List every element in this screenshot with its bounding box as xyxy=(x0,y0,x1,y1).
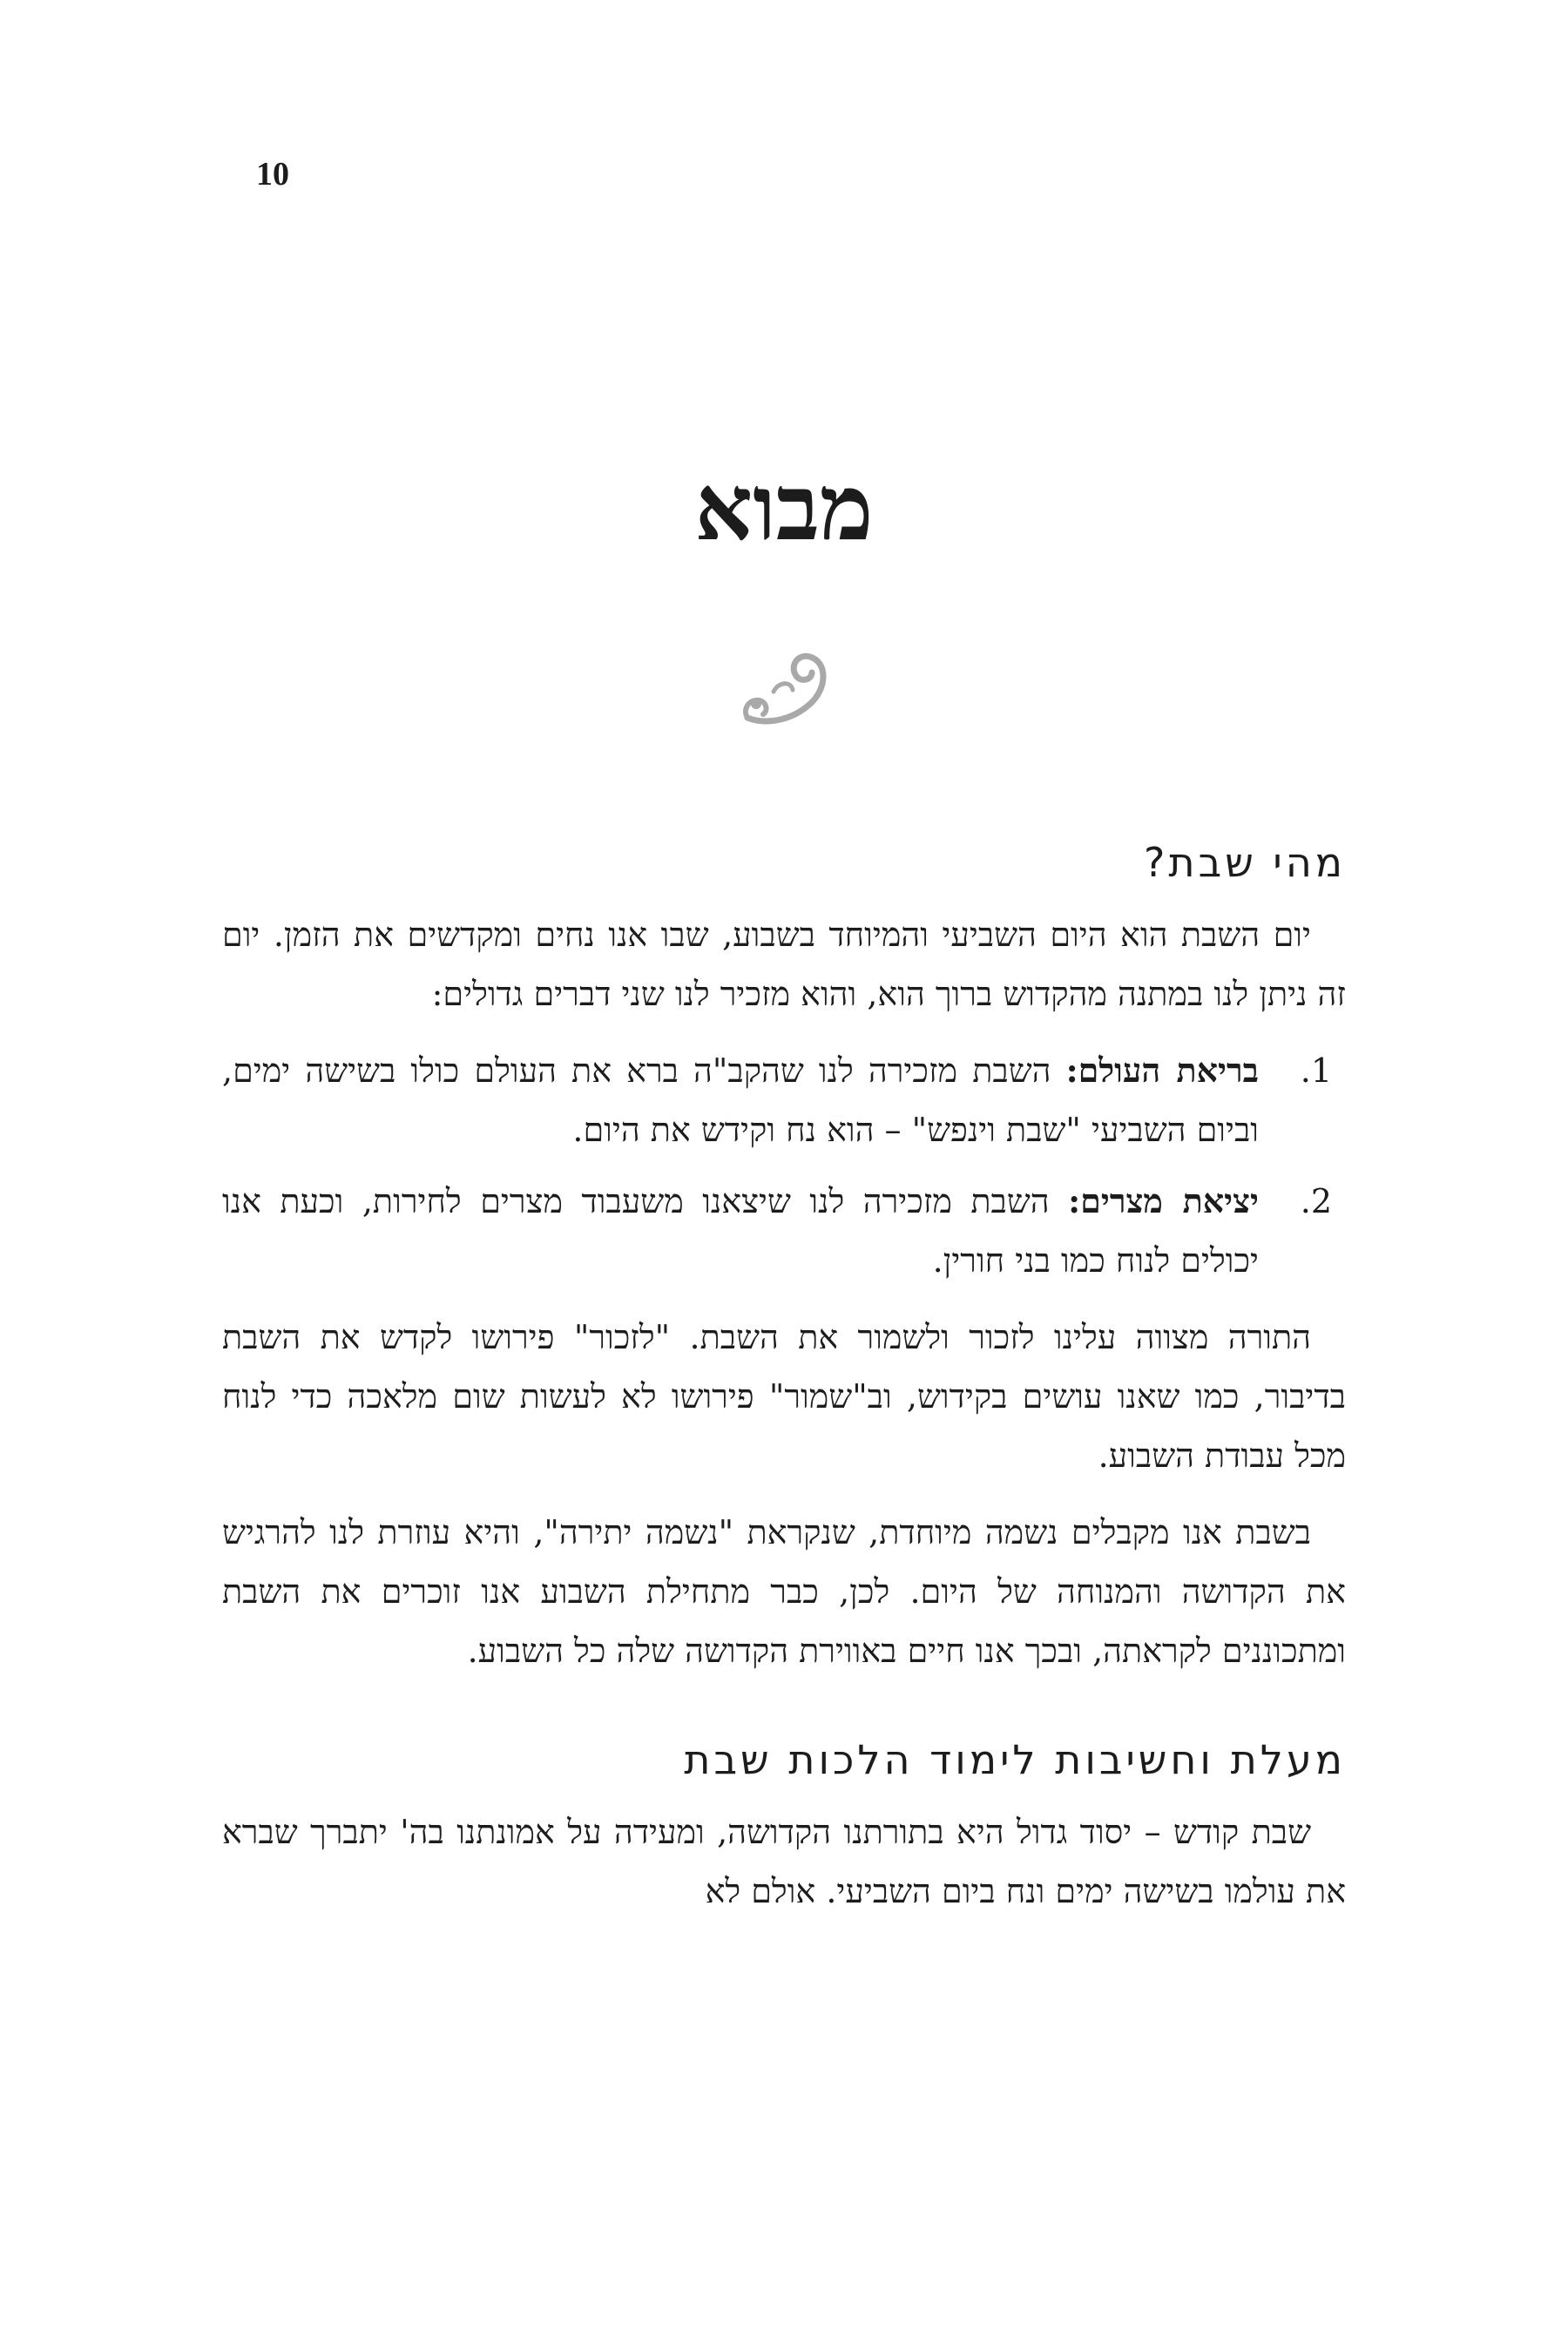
list-term: בריאת העולם: xyxy=(1065,1051,1259,1090)
section-what-is-shabbat xyxy=(222,832,1346,1680)
intro-paragraph: יום השבת הוא היום השביעי והמיוחד בשבוע, שבו אנו נחים ומקדשים את הזמן. יום זה ניתן לנו במתנה מהקדוש ברוך הוא, והוא מזכיר לנו שני דברים גדולים: xyxy=(222,916,1346,1013)
page-number: 10 xyxy=(256,156,289,193)
section-heading: מעלת וחשיבות לימוד הלכות שבת xyxy=(684,1736,1346,1783)
list-number: 2. xyxy=(1300,1182,1332,1220)
main-content xyxy=(222,832,1346,1938)
section-heading: מהי שבת? xyxy=(1143,839,1346,886)
body-paragraph: שבת קודש – יסוד גדול היא בתורתנו הקדושה, ומעידה על אמונתנו בה' יתברך שברא את עולמו בשישה ימים ונח ביום השביעי. אולם לא xyxy=(222,1813,1346,1910)
list-number: 1. xyxy=(1300,1051,1332,1090)
list-item-body xyxy=(222,1172,1259,1290)
body-paragraph: התורה מצווה עלינו לזכור ולשמור את השבת. "לזכור" פירושו לקדש את השבת בדיבור, כמו שאנו עושים בקידוש, וב"שמור" פירושו לא לעשות שום מלאכה כדי לנוח מכל עבודת השבוע. xyxy=(222,1318,1346,1475)
flourish-ornament-icon xyxy=(730,646,838,733)
list-item xyxy=(222,1172,1346,1290)
list-item xyxy=(222,1041,1346,1159)
list-text: השבת מזכירה לנו שהקב"ה ברא את העולם כולו בשישה ימים, וביום השביעי "שבת וינפש" – הוא נח וקידש את היום. xyxy=(222,1051,1259,1149)
list-text: השבת מזכירה לנו שיצאנו משעבוד מצרים לחירות, וכעת אנו יכולים לנוח כמו בני חורין. xyxy=(222,1182,1259,1280)
list-term: יציאת מצרים: xyxy=(1068,1181,1259,1220)
body-paragraph: בשבת אנו מקבלים נשמה מיוחדת, שנקראת "נשמה יתירה", והיא עוזרת לנו להרגיש את הקדושה והמנוחה של היום. לכן, כבר מתחילת השבוע אנו זוכרים את השבת ומתכוננים לקראתה, ובכך אנו חיים באווירת הקדושה שלה כל השבוע. xyxy=(222,1513,1346,1670)
numbered-list xyxy=(222,1041,1346,1290)
chapter-title: מבוא xyxy=(694,459,874,559)
list-item-body xyxy=(222,1041,1259,1159)
section-importance-of-study xyxy=(222,1729,1346,1921)
